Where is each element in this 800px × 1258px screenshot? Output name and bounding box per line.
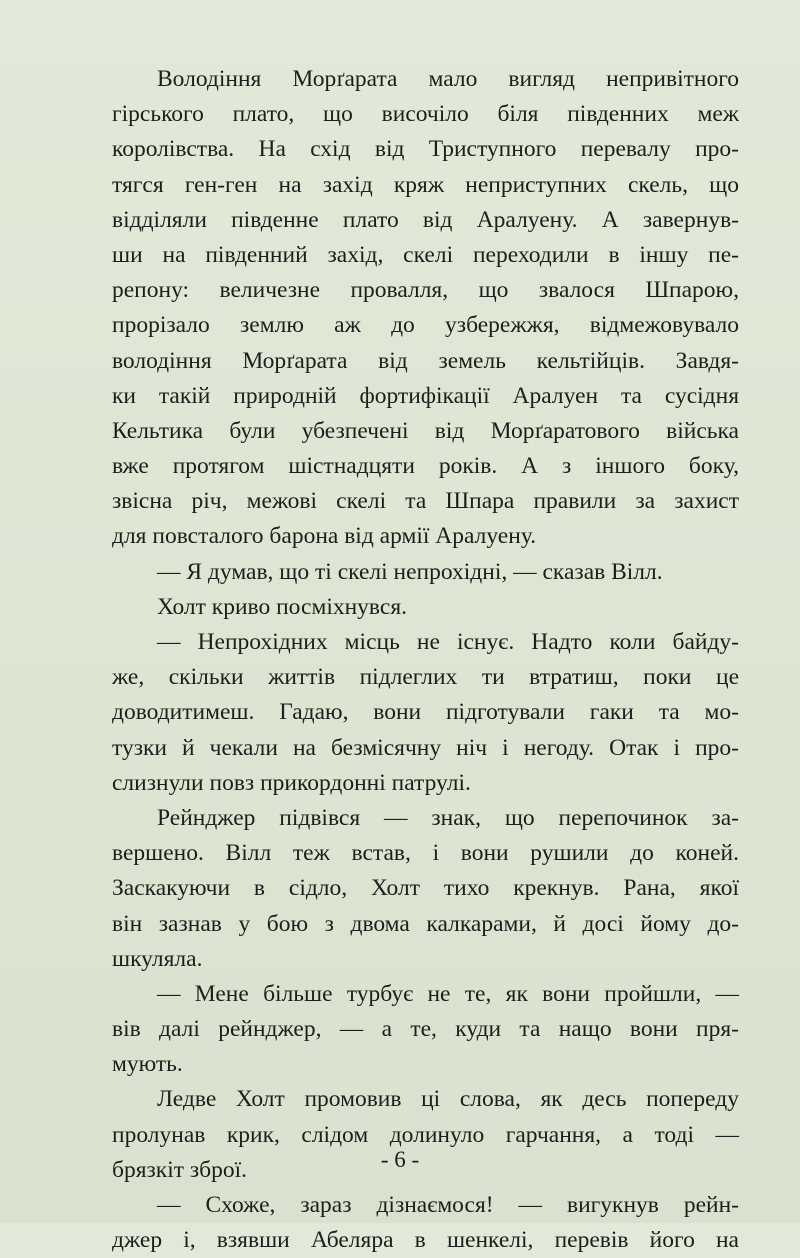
text-line: для повсталого барона від армії Аралуену. (112, 523, 537, 550)
text-line: прорізало землю аж до узбережжя, відмежовувало (112, 312, 739, 339)
text-line: ки такій природній фортифікації Аралуен та сусідня (112, 382, 739, 409)
text-line: же, скільки життів підлеглих ти втратиш, поки це (112, 664, 739, 691)
text-line: шкуляла. (112, 945, 203, 972)
text-line: тузки й чекали на безмісячну ніч і негоду. Отак і про- (112, 734, 739, 761)
text-line: пролунав крик, слідом долинуло гарчання, а тоді — (112, 1121, 739, 1148)
text-line: брязкіт зброї. (112, 1156, 248, 1183)
text-line: вершено. Вілл теж встав, і вони рушили до коней. (112, 840, 739, 867)
text-line: Холт криво посміхнувся. (157, 593, 407, 620)
dialogue-line: — Мене більше турбує не те, як вони пройшли, — (157, 980, 739, 1007)
text-line: джер і, взявши Абеляра в шенкелі, перевів його на (112, 1227, 739, 1254)
text-line: вже протягом шістнадцяти років. А з іншого боку, (112, 453, 739, 480)
text-line: мують. (112, 1051, 183, 1078)
text-line: слизнули повз прикордонні патрулі. (112, 769, 471, 796)
text-line: володіння Морґарата від земель кельтійців. Завдя- (112, 347, 739, 374)
dialogue-line: — Я думав, що ті скелі непрохідні, — сказав Вілл. (157, 558, 663, 585)
text-line: він зазнав у бою з двома калкарами, й досі йому до- (112, 910, 739, 937)
dialogue-line: — Непрохідних місць не існує. Надто коли байду- (157, 629, 739, 655)
text-line: тягся ген-ген на захід кряж неприступних скель, що (112, 171, 739, 198)
text-line: Заскакуючи в сідло, Холт тихо крекнув. Рана, якої (112, 875, 739, 902)
body-text (112, 62, 739, 1258)
text-line: Ледве Холт промовив ці слова, як десь попереду (157, 1086, 739, 1113)
text-line: ши на південний захід, скелі переходили в іншу пе- (112, 241, 739, 268)
text-line: Рейнджер підвівся — знак, що перепочинок за- (157, 804, 739, 831)
text-line: репону: величезне провалля, що звалося Шпарою, (112, 277, 739, 304)
text-line: звісна річ, межові скелі та Шпара правили за захист (112, 488, 739, 515)
text-line: Кельтика були убезпечені від Морґаратового війська (112, 417, 739, 444)
dialogue-line: — Схоже, зараз дізнаємося! — вигукнув рейн- (157, 1192, 739, 1218)
text-line: доводитимеш. Гадаю, вони підготували гаки та мо- (112, 699, 739, 726)
text-line: гірського плато, що височіло біля південних меж (112, 101, 739, 128)
text-line: Володіння Морґарата мало вигляд непривітного (157, 66, 739, 92)
text-line: відділяли південне плато від Аралуену. А завернув- (112, 206, 739, 233)
text-line: королівства. На схід від Триступного перевалу про- (112, 136, 739, 163)
text-line: вів далі рейнджер, — а те, куди та нащо вони пря- (112, 1016, 739, 1043)
page-number: - 6 - (380, 1147, 420, 1172)
